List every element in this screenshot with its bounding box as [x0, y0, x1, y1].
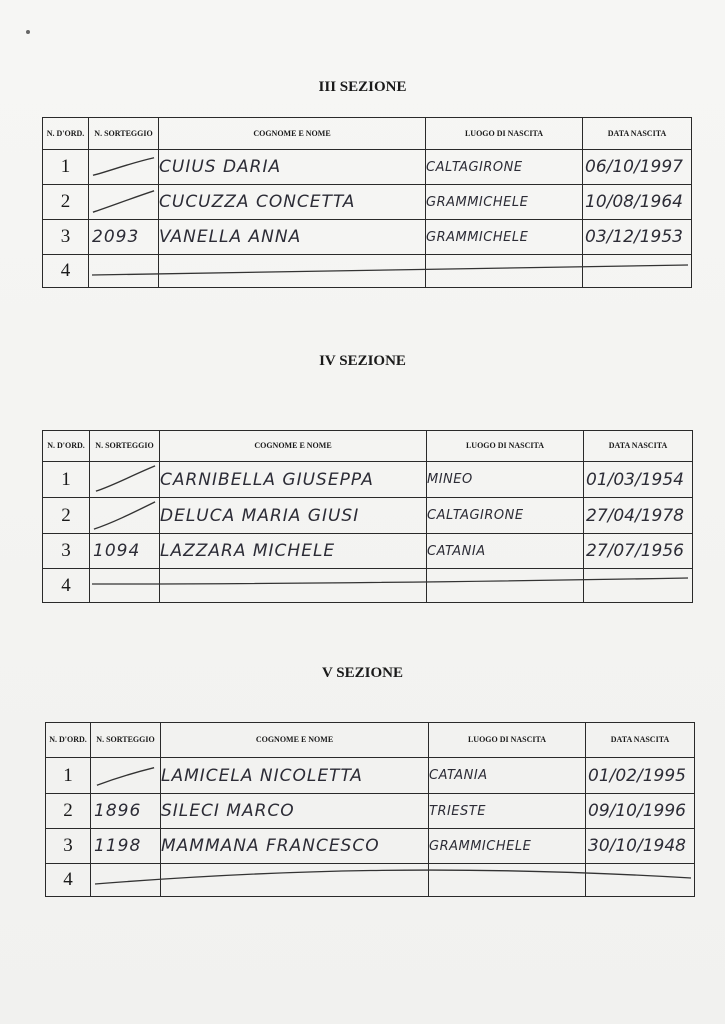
scan-speck — [26, 30, 30, 34]
table-row — [43, 569, 693, 603]
table-row — [46, 829, 695, 864]
luogo-nascita: GRAMMICHELE — [426, 185, 583, 220]
row-number: 3 — [43, 220, 89, 255]
data-nascita: 03/12/1953 — [583, 220, 692, 255]
cognome-nome-empty — [160, 569, 427, 603]
table-header-row — [43, 118, 692, 150]
sorteggio-number: 2093 — [89, 220, 159, 255]
data-nascita: 30/10/1948 — [586, 829, 695, 864]
data-nascita-empty — [584, 569, 693, 603]
luogo-nascita-empty — [429, 864, 586, 897]
section-title-iii: III SEZIONE — [318, 79, 407, 95]
header-cognome-nome: COGNOME E NOME — [161, 723, 429, 758]
row-number: 2 — [43, 498, 90, 534]
table-row — [46, 864, 695, 897]
cognome-nome: MAMMANA FRANCESCO — [161, 829, 429, 864]
section-title-iv: IV SEZIONE — [319, 353, 406, 369]
table-row — [43, 185, 692, 220]
data-nascita: 01/03/1954 — [584, 462, 693, 498]
data-nascita: 10/08/1964 — [583, 185, 692, 220]
header-cognome-nome: COGNOME E NOME — [159, 118, 426, 150]
table-section-iii — [42, 117, 692, 288]
header-n-ord: N. D'ORD. — [43, 118, 89, 150]
table-row — [43, 534, 693, 569]
header-luogo-nascita: LUOGO DI NASCITA — [429, 723, 586, 758]
data-nascita-empty — [586, 864, 695, 897]
sorteggio-strike — [89, 150, 159, 185]
table-row — [43, 462, 693, 498]
table-header-row — [46, 723, 695, 758]
header-luogo-nascita: LUOGO DI NASCITA — [427, 431, 584, 462]
luogo-nascita: CATANIA — [427, 534, 584, 569]
table-header-row — [43, 431, 693, 462]
row-number: 4 — [43, 255, 89, 288]
row-number: 1 — [43, 150, 89, 185]
cognome-nome: LAMICELA NICOLETTA — [161, 758, 429, 794]
luogo-nascita: TRIESTE — [429, 794, 586, 829]
sorteggio-empty — [90, 569, 160, 603]
sorteggio-empty — [91, 864, 161, 897]
cognome-nome-empty — [159, 255, 426, 288]
cognome-nome: DELUCA MARIA GIUSI — [160, 498, 427, 534]
header-luogo-nascita: LUOGO DI NASCITA — [426, 118, 583, 150]
row-number: 2 — [46, 794, 91, 829]
luogo-nascita: GRAMMICHELE — [426, 220, 583, 255]
data-nascita-empty — [583, 255, 692, 288]
header-n-ord: N. D'ORD. — [43, 431, 90, 462]
luogo-nascita-empty — [426, 255, 583, 288]
sorteggio-strike — [89, 185, 159, 220]
luogo-nascita: CATANIA — [429, 758, 586, 794]
table-row — [43, 498, 693, 534]
header-n-sorteggio: N. SORTEGGIO — [89, 118, 159, 150]
data-nascita: 27/04/1978 — [584, 498, 693, 534]
cognome-nome: SILECI MARCO — [161, 794, 429, 829]
row-number: 1 — [43, 462, 90, 498]
luogo-nascita-empty — [427, 569, 584, 603]
sorteggio-number: 1094 — [90, 534, 160, 569]
row-number: 2 — [43, 185, 89, 220]
table-row — [43, 255, 692, 288]
row-number: 1 — [46, 758, 91, 794]
cognome-nome: LAZZARA MICHELE — [160, 534, 427, 569]
luogo-nascita: CALTAGIRONE — [426, 150, 583, 185]
header-n-ord: N. D'ORD. — [46, 723, 91, 758]
header-n-sorteggio: N. SORTEGGIO — [90, 431, 160, 462]
luogo-nascita: CALTAGIRONE — [427, 498, 584, 534]
table-section-iv — [42, 430, 693, 603]
row-number: 3 — [43, 534, 90, 569]
header-n-sorteggio: N. SORTEGGIO — [91, 723, 161, 758]
sorteggio-number: 1198 — [91, 829, 161, 864]
sorteggio-empty — [89, 255, 159, 288]
data-nascita: 01/02/1995 — [586, 758, 695, 794]
header-data-nascita: DATA NASCITA — [584, 431, 693, 462]
table-row — [46, 794, 695, 829]
sorteggio-strike — [90, 462, 160, 498]
cognome-nome: CARNIBELLA GIUSEPPA — [160, 462, 427, 498]
cognome-nome: CUIUS DARIA — [159, 150, 426, 185]
data-nascita: 27/07/1956 — [584, 534, 693, 569]
table-row — [46, 758, 695, 794]
luogo-nascita: MINEO — [427, 462, 584, 498]
cognome-nome: VANELLA ANNA — [159, 220, 426, 255]
table-row — [43, 150, 692, 185]
luogo-nascita: GRAMMICHELE — [429, 829, 586, 864]
section-title-v: V SEZIONE — [321, 665, 403, 681]
header-data-nascita: DATA NASCITA — [583, 118, 692, 150]
cognome-nome: CUCUZZA CONCETTA — [159, 185, 426, 220]
header-cognome-nome: COGNOME E NOME — [160, 431, 427, 462]
table-row — [43, 220, 692, 255]
sorteggio-strike — [91, 758, 161, 794]
row-number: 3 — [46, 829, 91, 864]
data-nascita: 09/10/1996 — [586, 794, 695, 829]
table-section-v — [45, 722, 695, 897]
sorteggio-strike — [90, 498, 160, 534]
sorteggio-number: 1896 — [91, 794, 161, 829]
data-nascita: 06/10/1997 — [583, 150, 692, 185]
row-number: 4 — [46, 864, 91, 897]
header-data-nascita: DATA NASCITA — [586, 723, 695, 758]
cognome-nome-empty — [161, 864, 429, 897]
row-number: 4 — [43, 569, 90, 603]
